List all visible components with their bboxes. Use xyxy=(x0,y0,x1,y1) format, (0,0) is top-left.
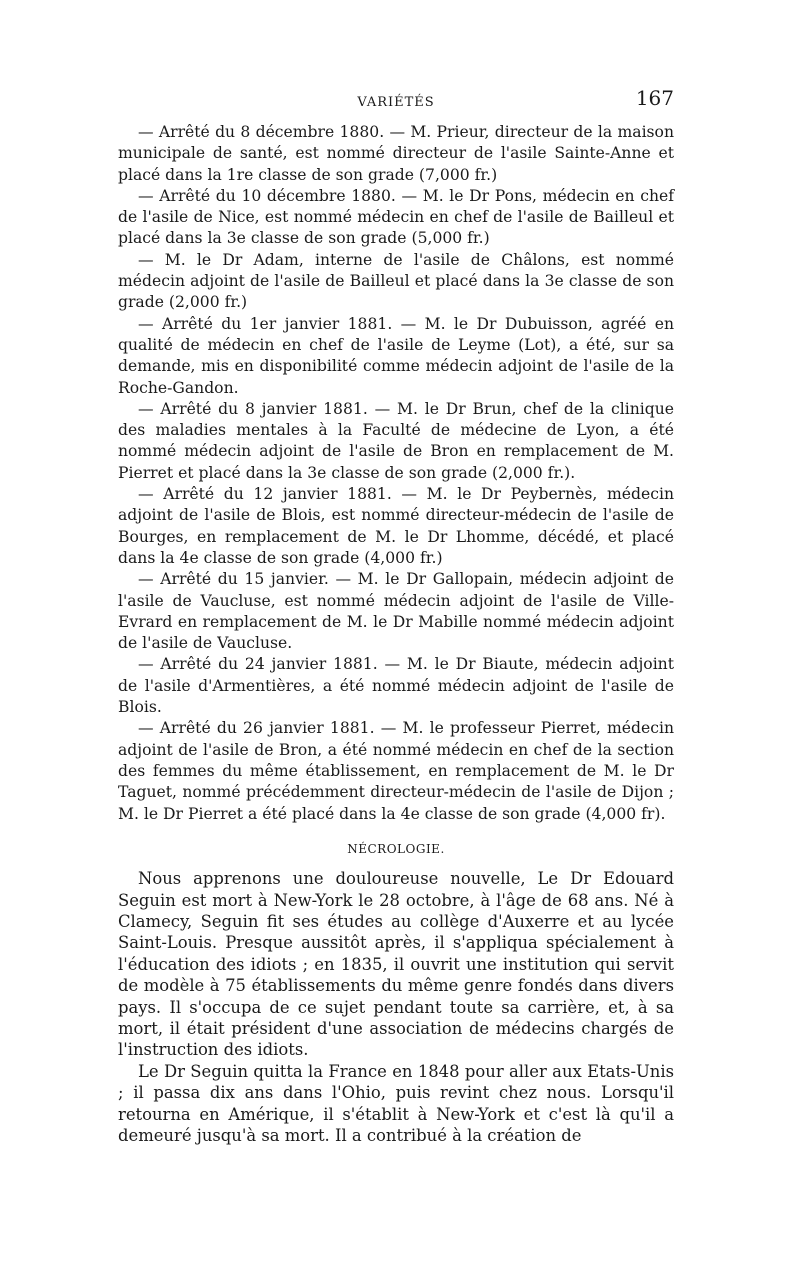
section-title-necrologie: NÉCROLOGIE. xyxy=(347,841,445,856)
page xyxy=(118,88,674,1146)
arretes-section xyxy=(118,122,674,825)
arrete-paragraph: — Arrêté du 1er janvier 1881. — M. le Dr Dubuisson, agréé en qualité de médecin en chef de l'asile de Leyme (Lot), a été, sur sa demande, mis en disponibilité comme médecin adjoint de l'asile de la Roche-Gandon. xyxy=(118,314,674,397)
arrete-paragraph: — Arrêté du 26 janvier 1881. — M. le professeur Pierret, médecin adjoint de l'asile de Bron, a été nommé médecin en chef de la section des femmes du même établissement, en remplacement de M. le Dr Taguet, nommé précédemment directeur-médecin de l'asile de Dijon ; M. le Dr Pierret a été placé dans la 4e classe de son grade (4,000 fr). xyxy=(118,719,674,823)
arrete-paragraph: — Arrêté du 15 janvier. — M. le Dr Gallopain, médecin adjoint de l'asile de Vaucluse, est nommé médecin adjoint de l'asile de Ville-Evrard en remplacement de M. le Dr Mabille nommé médecin adjoint de l'asile de Vaucluse. xyxy=(118,570,674,653)
arrete-paragraph: — Arrêté du 12 janvier 1881. — M. le Dr Peybernès, médecin adjoint de l'asile de Blois, est nommé directeur-médecin de l'asile de Bourges, en remplacement de M. le Dr Lhomme, décédé, et placé dans la 4e classe de son grade (4,000 fr.) xyxy=(118,485,674,567)
necrologie-paragraph: Nous apprenons une douloureuse nouvelle, Le Dr Edouard Seguin est mort à New-York le 28 octobre, à l'âge de 68 ans. Né à Clamecy, Seguin fit ses études au collège d'Auxerre et au lycée Saint-Louis. Presque aussitôt après, il s'appliqua spécialement à l'éducation des idiots ; en 1835, il ouvrit une institution qui servit de modèle à 75 établissements du même genre fondés dans divers pays. Il s'occupa de ce sujet pendant toute sa carrière, et, à sa mort, il était président d'une association de médecins chargés de l'instruction des idiots. xyxy=(118,869,674,1060)
necrologie-paragraph: Le Dr Seguin quitta la France en 1848 pour aller aux Etats-Unis ; il passa dix ans dans l'Ohio, puis revint chez nous. Lorsqu'il retourna en Amérique, il s'établit à New-York et c'est là qu'il a demeuré jusqu'à sa mort. Il a contribué à la création de xyxy=(118,1061,674,1145)
arrete-paragraph: — M. le Dr Adam, interne de l'asile de Châlons, est nommé médecin adjoint de l'asile de Bailleul et placé dans la 3e classe de son grade (2,000 fr.) xyxy=(118,250,674,312)
arrete-paragraph: — Arrêté du 8 janvier 1881. — M. le Dr Brun, chef de la clinique des maladies mentales à la Faculté de médecine de Lyon, a été nommé médecin adjoint de l'asile de Bron en remplacement de M. Pierret et placé dans la 3e classe de son grade (2,000 fr.). xyxy=(118,399,674,482)
arrete-paragraph: — Arrêté du 10 décembre 1880. — M. le Dr Pons, médecin en chef de l'asile de Nice, est nommé médecin en chef de l'asile de Bailleul et placé dans la 3e classe de son grade (5,000 fr.) xyxy=(118,186,674,248)
page-number: 167 xyxy=(635,86,674,110)
necrologie-section xyxy=(118,868,674,1146)
running-header xyxy=(118,88,674,114)
running-title: VARIÉTÉS xyxy=(357,95,435,110)
arrete-paragraph: — Arrêté du 24 janvier 1881. — M. le Dr Biaute, médecin adjoint de l'asile d'Armentières, a été nommé médecin adjoint de l'asile de Blois. xyxy=(118,655,674,717)
arrete-paragraph: — Arrêté du 8 décembre 1880. — M. Prieur, directeur de la maison municipale de santé, est nommé directeur de l'asile Sainte-Anne et placé dans la 1re classe de son grade (7,000 fr.) xyxy=(118,123,674,184)
